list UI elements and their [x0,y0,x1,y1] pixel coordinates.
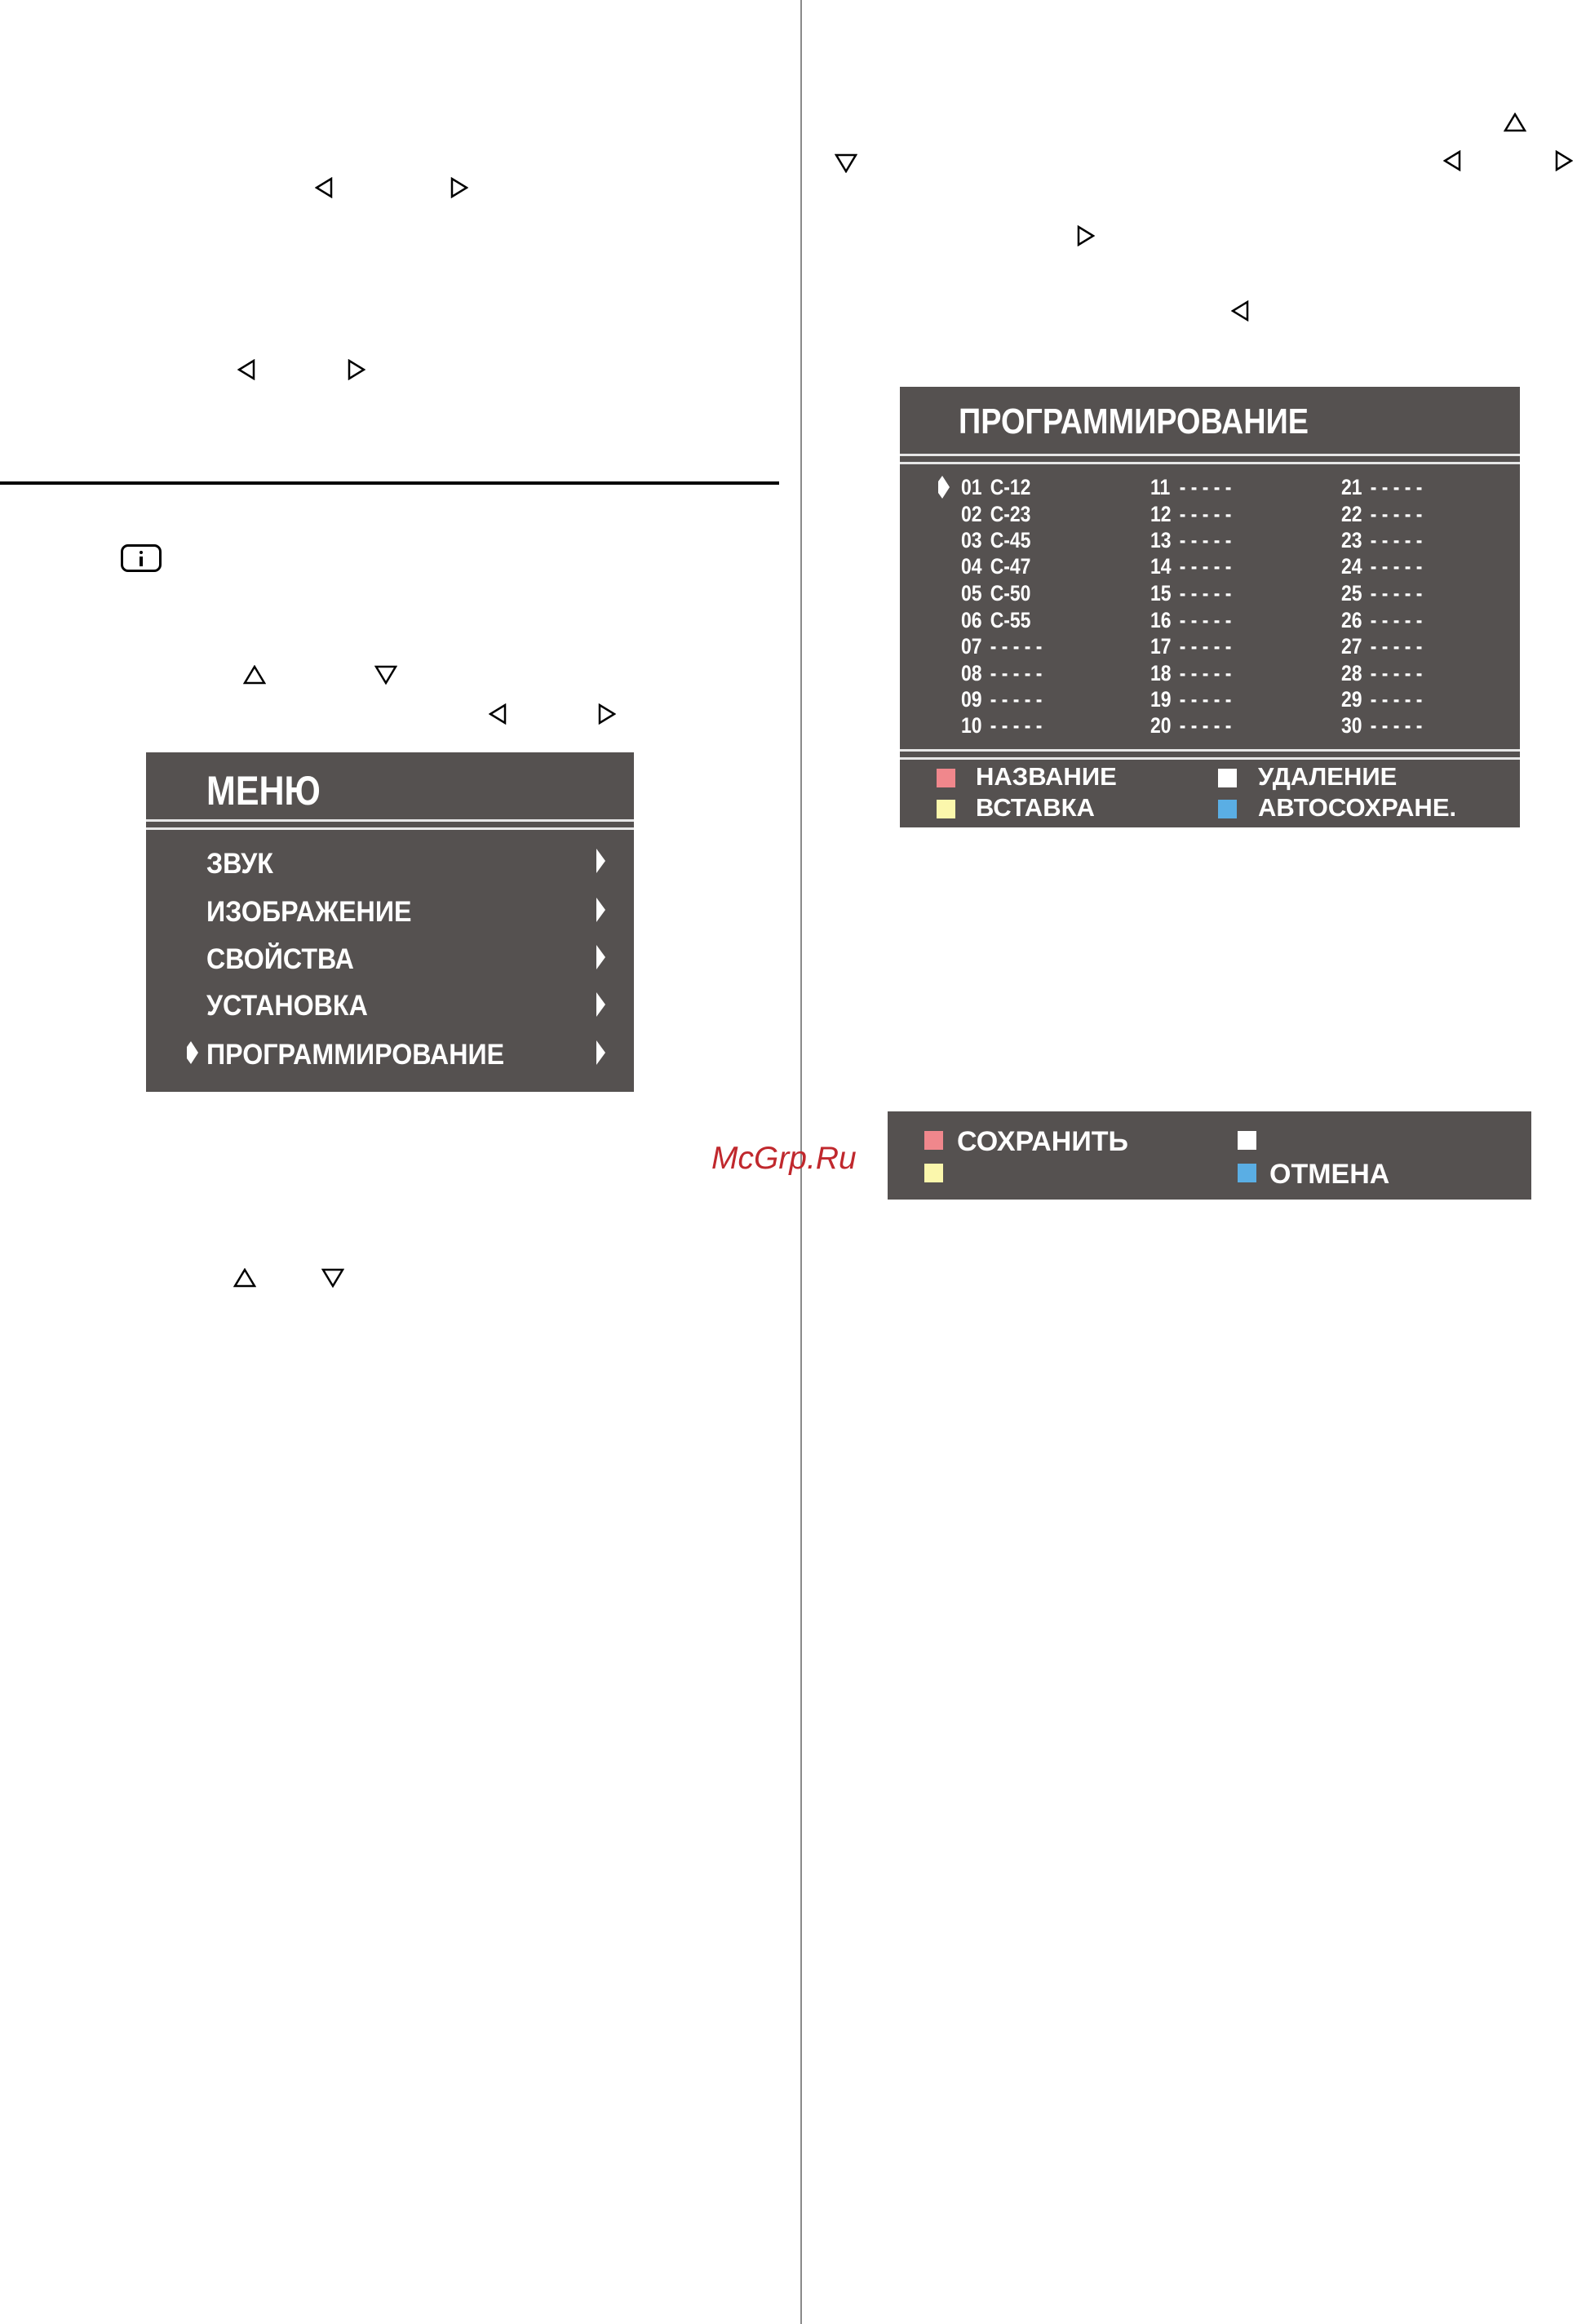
left-arrow-icon [315,177,333,198]
program-row[interactable]: 15 - - - - - [1150,581,1232,605]
right-arrow-icon [450,177,468,198]
section-divider [0,481,779,485]
program-row[interactable]: 02 C-23 [961,502,1031,526]
program-row[interactable]: 12 - - - - - [1150,502,1232,526]
red-key-icon [924,1131,943,1150]
program-row[interactable]: 08 - - - - - [961,661,1043,685]
selection-cursor-icon [186,1040,199,1065]
program-row[interactable]: 10 - - - - - [961,713,1043,738]
program-row[interactable]: 20 - - - - - [1150,713,1232,738]
submenu-arrow-icon [596,945,605,969]
left-arrow-icon [1443,150,1461,171]
submenu-arrow-icon [596,898,605,922]
menu-title: МЕНЮ [206,768,321,814]
down-arrow-icon [835,153,857,173]
program-row[interactable]: 18 - - - - - [1150,661,1232,685]
program-row[interactable]: 11 - - - - - [1150,475,1232,499]
right-arrow-icon [348,359,365,380]
program-row[interactable]: 22 - - - - - [1341,502,1423,526]
program-row[interactable]: 13 - - - - - [1150,528,1232,552]
program-row[interactable]: 16 - - - - - [1150,608,1232,632]
yellow-key-icon [924,1164,943,1182]
legend-insert: ВСТАВКА [976,793,1095,822]
up-arrow-icon [233,1268,256,1288]
program-row[interactable]: 23 - - - - - [1341,528,1423,552]
programming-osd [900,387,1520,827]
program-row[interactable]: 07 - - - - - [961,634,1043,659]
program-row[interactable]: 03 C-45 [961,528,1031,552]
submenu-arrow-icon [596,992,605,1017]
submenu-arrow-icon [596,1040,605,1065]
left-arrow-icon [489,703,507,725]
up-arrow-icon [243,665,266,685]
left-arrow-icon [1231,300,1249,322]
up-arrow-icon [1504,113,1526,132]
info-button-icon [121,544,162,572]
menu-item-install[interactable]: УСТАНОВКА [206,990,368,1022]
menu-item-sound[interactable]: ЗВУК [206,848,273,880]
save-bar-osd [888,1111,1531,1200]
cancel-label[interactable]: ОТМЕНА [1269,1159,1390,1190]
program-row[interactable]: 17 - - - - - [1150,634,1232,659]
programming-title: ПРОГРАММИРОВАНИЕ [959,401,1309,441]
down-arrow-icon [321,1268,344,1288]
legend-delete: УДАЛЕНИЕ [1258,762,1398,791]
white-key-icon [1238,1131,1256,1150]
program-row[interactable]: 26 - - - - - [1341,608,1423,632]
program-row[interactable]: 01 C-12 [961,475,1031,499]
white-key-icon [1218,769,1237,787]
program-row[interactable]: 21 - - - - - [1341,475,1423,499]
program-row[interactable]: 30 - - - - - [1341,713,1423,738]
program-row[interactable]: 29 - - - - - [1341,687,1423,712]
left-arrow-icon [237,359,255,380]
program-row[interactable]: 24 - - - - - [1341,554,1423,579]
red-key-icon [937,769,955,787]
down-arrow-icon [374,665,397,685]
program-row[interactable]: 27 - - - - - [1341,634,1423,659]
program-row[interactable]: 14 - - - - - [1150,554,1232,579]
right-arrow-icon [1077,225,1095,246]
menu-item-programming[interactable]: ПРОГРАММИРОВАНИЕ [206,1039,505,1071]
save-label[interactable]: СОХРАНИТЬ [957,1126,1128,1157]
right-arrow-icon [1555,150,1573,171]
program-row[interactable]: 25 - - - - - [1341,581,1423,605]
program-row[interactable]: 09 - - - - - [961,687,1043,712]
watermark: McGrp.Ru [711,1141,857,1176]
main-menu-osd [146,752,634,1092]
submenu-arrow-icon [596,849,605,873]
program-row[interactable]: 06 C-55 [961,608,1031,632]
blue-key-icon [1218,800,1237,818]
legend-name: НАЗВАНИЕ [976,762,1117,791]
yellow-key-icon [937,800,955,818]
program-row[interactable]: 28 - - - - - [1341,661,1423,685]
program-row[interactable]: 19 - - - - - [1150,687,1232,712]
right-arrow-icon [598,703,616,725]
program-row[interactable]: 04 C-47 [961,554,1031,579]
menu-item-picture[interactable]: ИЗОБРАЖЕНИЕ [206,896,412,928]
menu-item-features[interactable]: СВОЙСТВА [206,943,354,975]
legend-autostore: АВТОСОХРАНЕ. [1258,793,1457,822]
program-row[interactable]: 05 C-50 [961,581,1031,605]
blue-key-icon [1238,1164,1256,1182]
selection-cursor-icon [937,475,950,499]
